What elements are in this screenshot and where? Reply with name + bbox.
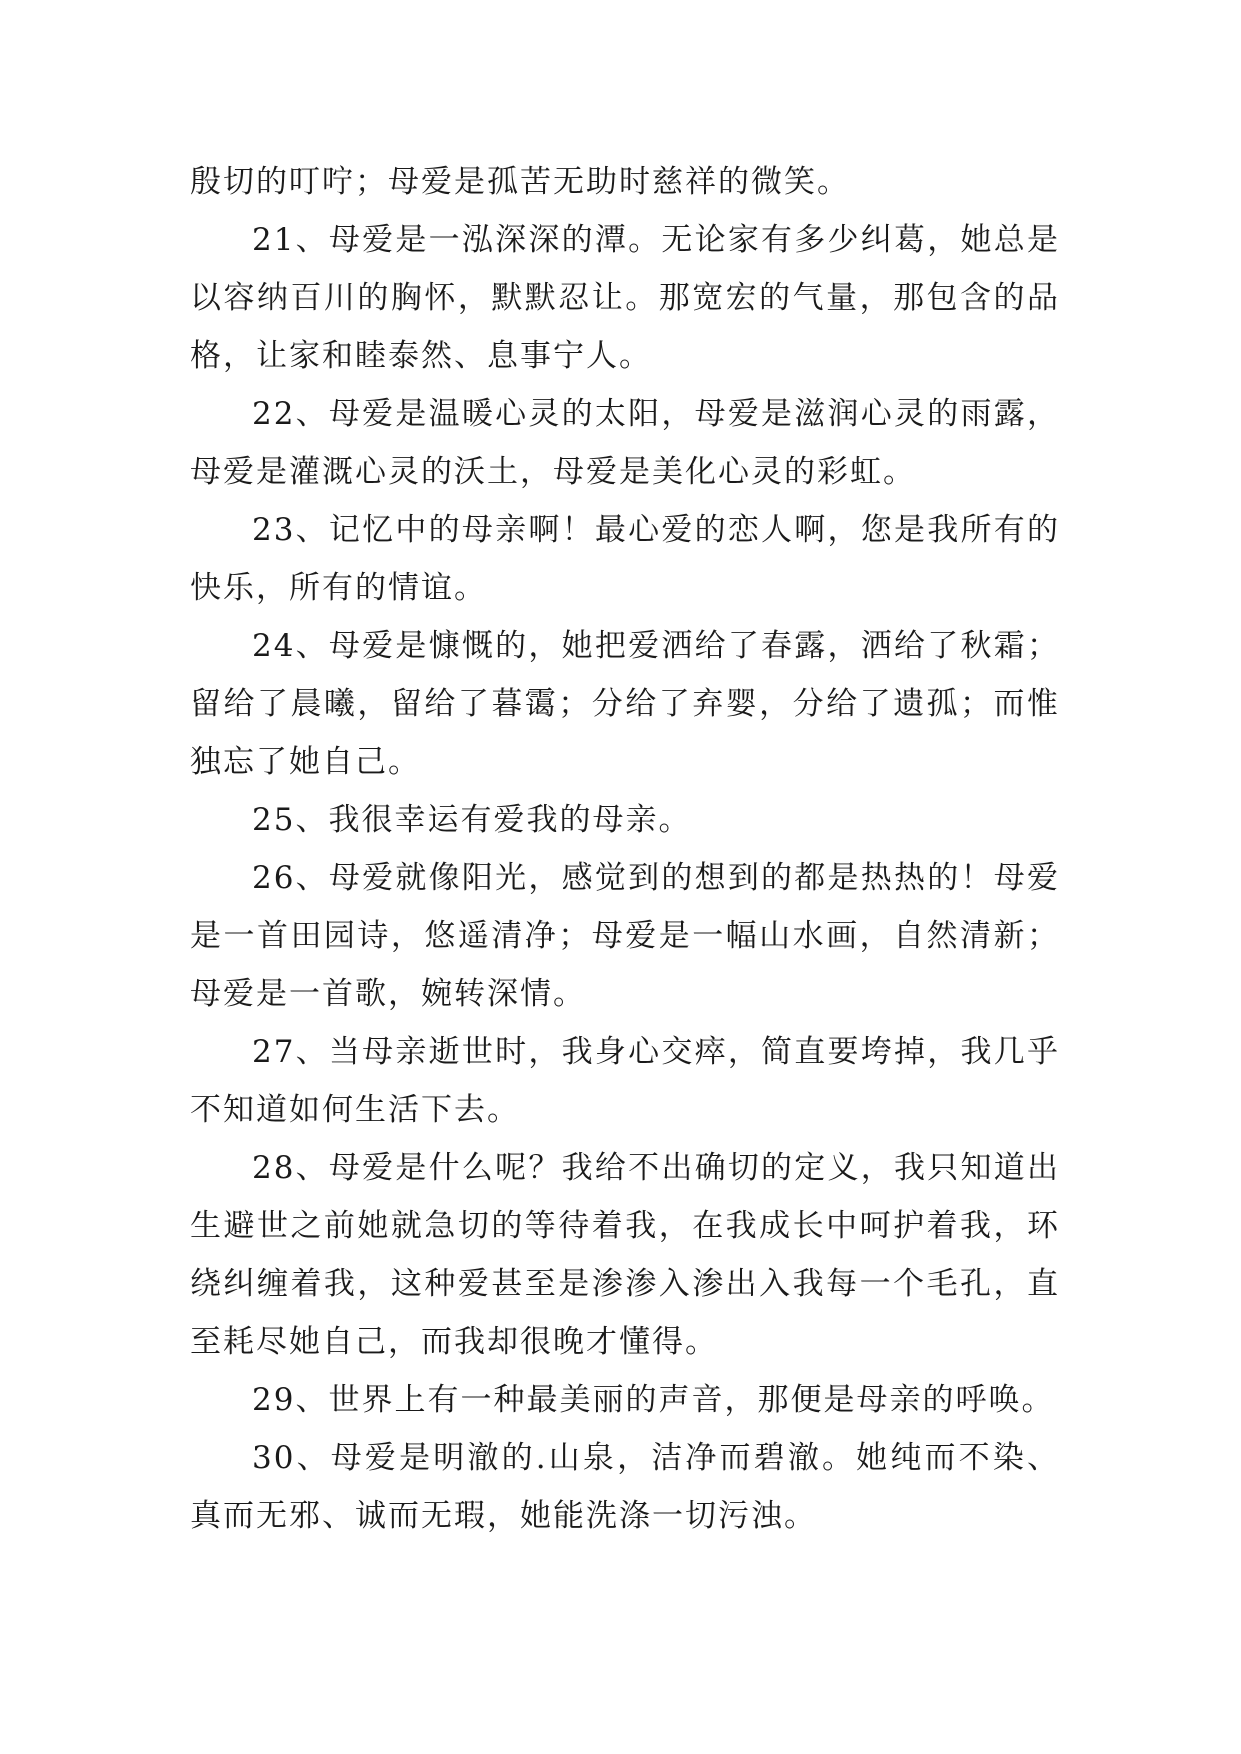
text-line: 殷切的叮咛；母爱是孤苦无助时慈祥的微笑。 [190, 164, 850, 200]
text-line: 27、当母亲逝世时，我身心交瘁，简直要垮掉，我几乎 [252, 1034, 1060, 1070]
text-line: 母爱是灌溉心灵的沃土，母爱是美化心灵的彩虹。 [190, 454, 916, 490]
paragraph-30 [190, 1429, 1060, 1545]
text-line: 24、母爱是慷慨的，她把爱洒给了春露，洒给了秋霜； [252, 628, 1060, 664]
paragraph-21 [190, 211, 1060, 385]
paragraph-22 [190, 385, 1060, 501]
text-line: 独忘了她自己。 [190, 744, 421, 780]
paragraph-26 [190, 849, 1060, 1023]
text-line: 真而无邪、诚而无瑕，她能洗涤一切污浊。 [190, 1498, 817, 1534]
text-line: 留给了晨曦，留给了暮霭；分给了弃婴，分给了遗孤；而惟 [190, 686, 1060, 722]
text-line: 23、记忆中的母亲啊！最心爱的恋人啊，您是我所有的 [252, 512, 1060, 548]
text-line: 格，让家和睦泰然、息事宁人。 [190, 338, 652, 374]
text-line: 21、母爱是一泓深深的潭。无论家有多少纠葛，她总是 [252, 222, 1060, 258]
paragraph-25 [190, 791, 1060, 849]
text-line: 26、母爱就像阳光，感觉到的想到的都是热热的！母爱 [252, 860, 1060, 896]
text-line: 29、世界上有一种最美丽的声音，那便是母亲的呼唤。 [252, 1382, 1055, 1418]
text-line: 不知道如何生活下去。 [190, 1092, 520, 1128]
text-line: 快乐，所有的情谊。 [190, 570, 487, 606]
document-body [190, 153, 1060, 1545]
text-line: 母爱是一首歌，婉转深情。 [190, 976, 586, 1012]
text-line: 30、母爱是明澈的.山泉，洁净而碧澈。她纯而不染、 [252, 1440, 1060, 1476]
text-line: 25、我很幸运有爱我的母亲。 [252, 802, 692, 838]
text-line: 绕纠缠着我，这种爱甚至是渗渗入渗出入我每一个毛孔，直 [190, 1266, 1060, 1302]
paragraph-continuation [190, 153, 1060, 211]
paragraph-24 [190, 617, 1060, 791]
text-line: 至耗尽她自己，而我却很晚才懂得。 [190, 1324, 718, 1360]
text-line: 是一首田园诗，悠遥清净；母爱是一幅山水画，自然清新； [190, 918, 1060, 954]
paragraph-27 [190, 1023, 1060, 1139]
paragraph-29 [190, 1371, 1060, 1429]
text-line: 22、母爱是温暖心灵的太阳，母爱是滋润心灵的雨露， [252, 396, 1060, 432]
text-line: 以容纳百川的胸怀，默默忍让。那宽宏的气量，那包含的品 [190, 280, 1060, 316]
text-line: 生避世之前她就急切的等待着我，在我成长中呵护着我，环 [190, 1208, 1060, 1244]
text-line: 28、母爱是什么呢？我给不出确切的定义，我只知道出 [252, 1150, 1060, 1186]
paragraph-23 [190, 501, 1060, 617]
paragraph-28 [190, 1139, 1060, 1371]
